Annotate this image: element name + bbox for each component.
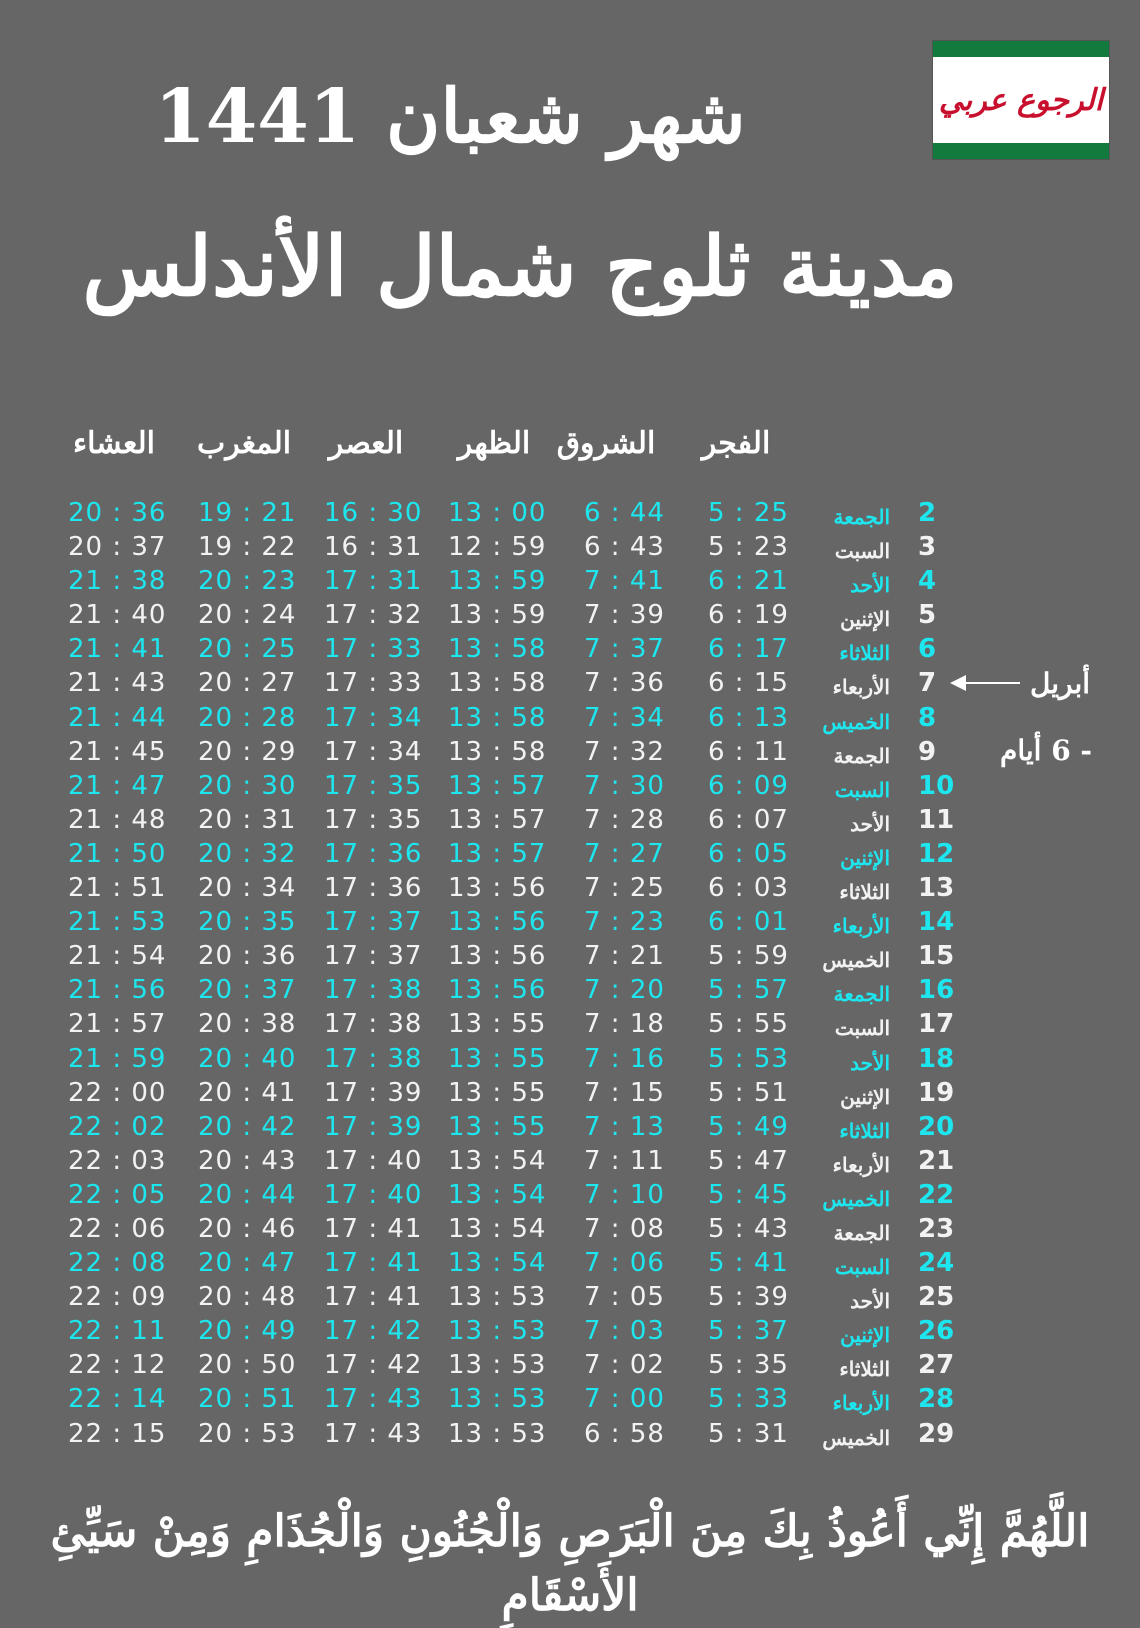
day-number-cell: 24 — [918, 1248, 955, 1279]
isha-cell: 21 : 56 — [68, 975, 167, 1006]
asr-cell: 17 : 41 — [324, 1213, 423, 1244]
maghrib-cell: 20 : 42 — [198, 1111, 297, 1142]
logo-text: الرجوع عربي — [933, 57, 1109, 143]
table-row — [0, 1348, 1140, 1382]
weekday-cell: الجمعة — [833, 982, 890, 1007]
fajr-cell: 5 : 39 — [708, 1282, 789, 1313]
isha-cell: 21 : 51 — [68, 873, 167, 904]
weekday-cell: الجمعة — [833, 1220, 890, 1245]
maghrib-cell: 20 : 43 — [198, 1145, 297, 1176]
fajr-cell: 5 : 23 — [708, 532, 789, 563]
day-number-cell: 6 — [918, 634, 937, 665]
dhuhr-cell: 13 : 58 — [448, 736, 547, 767]
day-number-cell: 29 — [918, 1418, 955, 1449]
maghrib-cell: 19 : 21 — [198, 498, 297, 528]
sunrise-cell: 7 : 37 — [584, 634, 665, 665]
fajr-cell: 5 : 49 — [708, 1111, 789, 1142]
logo-bottom-band — [933, 143, 1109, 159]
isha-cell: 21 : 38 — [68, 566, 167, 597]
day-number-cell: 2 — [918, 498, 937, 528]
fajr-cell: 6 : 15 — [708, 668, 789, 699]
maghrib-cell: 20 : 28 — [198, 702, 297, 733]
sunrise-cell: 7 : 15 — [584, 1077, 665, 1108]
weekday-cell: الأربعاء — [832, 1152, 890, 1177]
weekday-cell: الإثنين — [840, 607, 890, 632]
day-number-cell: 25 — [918, 1282, 955, 1313]
weekday-cell: السبت — [834, 777, 890, 802]
dhuhr-cell: 13 : 58 — [448, 702, 547, 733]
day-number-cell: 8 — [918, 702, 937, 733]
maghrib-cell: 20 : 46 — [198, 1213, 297, 1244]
table-row — [0, 564, 1140, 598]
maghrib-cell: 20 : 44 — [198, 1179, 297, 1210]
sunrise-cell: 7 : 23 — [584, 907, 665, 938]
table-row — [0, 1417, 1140, 1451]
prayer-times-table — [0, 496, 1140, 1451]
day-number-cell: 10 — [918, 770, 955, 801]
sunrise-cell: 7 : 02 — [584, 1350, 665, 1381]
table-row — [0, 1110, 1140, 1144]
fajr-cell: 5 : 41 — [708, 1248, 789, 1279]
isha-cell: 21 : 50 — [68, 838, 167, 869]
weekday-cell: الأحد — [850, 811, 890, 836]
table-row — [0, 769, 1140, 803]
asr-cell: 17 : 37 — [324, 941, 423, 972]
isha-cell: 22 : 05 — [68, 1179, 167, 1210]
fajr-cell: 6 : 19 — [708, 600, 789, 631]
isha-cell: 21 : 40 — [68, 600, 167, 631]
day-number-cell: 5 — [918, 600, 937, 631]
sunrise-cell: 7 : 21 — [584, 941, 665, 972]
fajr-cell: 5 : 43 — [708, 1213, 789, 1244]
dhuhr-cell: 13 : 56 — [448, 907, 547, 938]
isha-cell: 22 : 11 — [68, 1316, 167, 1347]
maghrib-cell: 20 : 32 — [198, 838, 297, 869]
isha-cell: 22 : 02 — [68, 1111, 167, 1142]
asr-cell: 17 : 35 — [324, 804, 423, 835]
sunrise-cell: 7 : 06 — [584, 1248, 665, 1279]
weekday-cell: الأربعاء — [832, 1391, 890, 1416]
note-month: أبريل — [1030, 667, 1091, 700]
isha-cell: 21 : 54 — [68, 941, 167, 972]
maghrib-cell: 20 : 51 — [198, 1384, 297, 1415]
sunrise-cell: 7 : 32 — [584, 736, 665, 767]
sunrise-cell: 7 : 39 — [584, 600, 665, 631]
dhuhr-cell: 13 : 56 — [448, 873, 547, 904]
sunrise-cell: 7 : 03 — [584, 1316, 665, 1347]
maghrib-cell: 20 : 41 — [198, 1077, 297, 1108]
weekday-cell: الجمعة — [833, 743, 890, 768]
dhuhr-cell: 13 : 55 — [448, 1077, 547, 1108]
day-number-cell: 22 — [918, 1179, 955, 1210]
table-row — [0, 1246, 1140, 1280]
logo — [932, 40, 1110, 160]
fajr-cell: 5 : 59 — [708, 941, 789, 972]
asr-cell: 17 : 40 — [324, 1145, 423, 1176]
asr-cell: 17 : 33 — [324, 634, 423, 665]
table-row — [0, 701, 1140, 735]
table-row — [0, 1042, 1140, 1076]
table-row — [0, 973, 1140, 1007]
weekday-cell: الثلاثاء — [839, 1118, 890, 1143]
dhuhr-cell: 13 : 53 — [448, 1418, 547, 1449]
fajr-cell: 5 : 53 — [708, 1043, 789, 1074]
asr-cell: 17 : 31 — [324, 566, 423, 597]
dhuhr-cell: 13 : 53 — [448, 1350, 547, 1381]
table-row — [0, 1212, 1140, 1246]
note-offset: - 6 أيام — [1000, 734, 1093, 767]
dhuhr-cell: 13 : 54 — [448, 1248, 547, 1279]
asr-cell: 17 : 38 — [324, 1009, 423, 1040]
dhuhr-cell: 13 : 58 — [448, 634, 547, 665]
asr-cell: 16 : 31 — [324, 532, 423, 563]
isha-cell: 21 : 45 — [68, 736, 167, 767]
dhuhr-cell: 13 : 57 — [448, 804, 547, 835]
page-subtitle: مدينة ثلوج شمال الأندلس — [82, 219, 958, 315]
dhuhr-cell: 13 : 55 — [448, 1043, 547, 1074]
day-number-cell: 14 — [918, 907, 955, 938]
sunrise-cell: 7 : 27 — [584, 838, 665, 869]
header-maghrib: المغرب — [196, 426, 292, 461]
day-number-cell: 3 — [918, 532, 937, 563]
header-dhuhr: الظهر — [457, 426, 531, 461]
asr-cell: 17 : 43 — [324, 1384, 423, 1415]
maghrib-cell: 20 : 31 — [198, 804, 297, 835]
sunrise-cell: 7 : 08 — [584, 1213, 665, 1244]
day-number-cell: 15 — [918, 941, 955, 972]
sunrise-cell: 7 : 30 — [584, 770, 665, 801]
dhuhr-cell: 13 : 59 — [448, 566, 547, 597]
dhuhr-cell: 13 : 53 — [448, 1316, 547, 1347]
sunrise-cell: 6 : 43 — [584, 532, 665, 563]
fajr-cell: 6 : 11 — [708, 736, 789, 767]
maghrib-cell: 19 : 22 — [198, 532, 297, 563]
asr-cell: 17 : 38 — [324, 1043, 423, 1074]
asr-cell: 17 : 32 — [324, 600, 423, 631]
isha-cell: 21 : 43 — [68, 668, 167, 699]
weekday-cell: السبت — [834, 1016, 890, 1041]
asr-cell: 17 : 42 — [324, 1350, 423, 1381]
sunrise-cell: 7 : 13 — [584, 1111, 665, 1142]
day-number-cell: 23 — [918, 1213, 955, 1244]
weekday-cell: الجمعة — [833, 505, 890, 529]
sunrise-cell: 7 : 20 — [584, 975, 665, 1006]
maghrib-cell: 20 : 40 — [198, 1043, 297, 1074]
sunrise-cell: 6 : 44 — [584, 498, 665, 528]
asr-cell: 17 : 42 — [324, 1316, 423, 1347]
day-number-cell: 26 — [918, 1316, 955, 1347]
dhuhr-cell: 13 : 54 — [448, 1145, 547, 1176]
maghrib-cell: 20 : 30 — [198, 770, 297, 801]
isha-cell: 21 : 48 — [68, 804, 167, 835]
isha-cell: 21 : 41 — [68, 634, 167, 665]
maghrib-cell: 20 : 24 — [198, 600, 297, 631]
weekday-cell: الخميس — [822, 1425, 890, 1450]
dhuhr-cell: 13 : 58 — [448, 668, 547, 699]
arrow-left-icon — [950, 672, 1022, 694]
isha-cell: 22 : 09 — [68, 1282, 167, 1313]
fajr-cell: 6 : 17 — [708, 634, 789, 665]
maghrib-cell: 20 : 48 — [198, 1282, 297, 1313]
day-number-cell: 12 — [918, 838, 955, 869]
isha-cell: 20 : 36 — [68, 498, 167, 528]
asr-cell: 17 : 41 — [324, 1248, 423, 1279]
table-row — [0, 905, 1140, 939]
day-number-cell: 17 — [918, 1009, 955, 1040]
dhuhr-cell: 13 : 54 — [448, 1179, 547, 1210]
table-row — [0, 1178, 1140, 1212]
day-number-cell: 21 — [918, 1145, 955, 1176]
dhuhr-cell: 13 : 56 — [448, 975, 547, 1006]
asr-cell: 17 : 40 — [324, 1179, 423, 1210]
weekday-cell: الإثنين — [840, 1323, 890, 1348]
maghrib-cell: 20 : 29 — [198, 736, 297, 767]
maghrib-cell: 20 : 53 — [198, 1418, 297, 1449]
maghrib-cell: 20 : 49 — [198, 1316, 297, 1347]
weekday-cell: الخميس — [822, 709, 890, 734]
asr-cell: 17 : 36 — [324, 873, 423, 904]
maghrib-cell: 20 : 25 — [198, 634, 297, 665]
day-number-cell: 27 — [918, 1350, 955, 1381]
maghrib-cell: 20 : 50 — [198, 1350, 297, 1381]
fajr-cell: 5 : 45 — [708, 1179, 789, 1210]
isha-cell: 22 : 14 — [68, 1384, 167, 1415]
sunrise-cell: 7 : 05 — [584, 1282, 665, 1313]
header-asr: العصر — [328, 426, 404, 461]
fajr-cell: 6 : 21 — [708, 566, 789, 597]
weekday-cell: الإثنين — [840, 1084, 890, 1109]
maghrib-cell: 20 : 47 — [198, 1248, 297, 1279]
weekday-cell: الأربعاء — [832, 914, 890, 939]
day-number-cell: 20 — [918, 1111, 955, 1142]
weekday-cell: الخميس — [822, 1186, 890, 1211]
asr-cell: 17 : 43 — [324, 1418, 423, 1449]
asr-cell: 17 : 39 — [324, 1077, 423, 1108]
maghrib-cell: 20 : 35 — [198, 907, 297, 938]
day-number-cell: 11 — [918, 804, 955, 835]
asr-cell: 17 : 41 — [324, 1282, 423, 1313]
day-number-cell: 13 — [918, 873, 955, 904]
weekday-cell: الأحد — [850, 1050, 890, 1075]
asr-cell: 17 : 39 — [324, 1111, 423, 1142]
fajr-cell: 5 : 37 — [708, 1316, 789, 1347]
weekday-cell: الثلاثاء — [839, 1357, 890, 1382]
dua-text: اللَّهُمَّ إِنِّي أَعُوذُ بِكَ مِنَ الْبَرَصِ وَالْجُنُونِ وَالْجُذَامِ وَمِنْ سَيِّئِ الأَسْقَامِ — [50, 1506, 1090, 1621]
fajr-cell: 5 : 33 — [708, 1384, 789, 1415]
table-row — [0, 1382, 1140, 1416]
dhuhr-cell: 13 : 53 — [448, 1282, 547, 1313]
asr-cell: 17 : 34 — [324, 736, 423, 767]
dhuhr-cell: 13 : 55 — [448, 1009, 547, 1040]
dhuhr-cell: 13 : 53 — [448, 1384, 547, 1415]
table-row — [0, 1007, 1140, 1041]
weekday-cell: الإثنين — [840, 845, 890, 870]
header-isha: العشاء — [73, 426, 155, 461]
asr-cell: 17 : 34 — [324, 702, 423, 733]
weekday-cell: الخميس — [822, 948, 890, 973]
day-number-cell: 9 — [918, 736, 937, 767]
isha-cell: 21 : 57 — [68, 1009, 167, 1040]
asr-cell: 16 : 30 — [324, 498, 423, 528]
maghrib-cell: 20 : 23 — [198, 566, 297, 597]
dhuhr-cell: 13 : 56 — [448, 941, 547, 972]
day-number-cell: 19 — [918, 1077, 955, 1108]
fajr-cell: 6 : 05 — [708, 838, 789, 869]
table-row — [0, 530, 1140, 564]
isha-cell: 22 : 03 — [68, 1145, 167, 1176]
header-sunrise: الشروق — [556, 426, 656, 461]
sunrise-cell: 6 : 58 — [584, 1418, 665, 1449]
page-title: شهر شعبان 1441 — [154, 74, 746, 160]
dhuhr-cell: 13 : 57 — [448, 838, 547, 869]
isha-cell: 21 : 44 — [68, 702, 167, 733]
sunrise-cell: 7 : 10 — [584, 1179, 665, 1210]
day-number-cell: 16 — [918, 975, 955, 1006]
weekday-cell: الأربعاء — [832, 675, 890, 700]
dhuhr-cell: 13 : 00 — [448, 498, 547, 528]
fajr-cell: 5 : 57 — [708, 975, 789, 1006]
day-number-cell: 18 — [918, 1043, 955, 1074]
maghrib-cell: 20 : 27 — [198, 668, 297, 699]
fajr-cell: 5 : 25 — [708, 498, 789, 528]
fajr-cell: 6 : 07 — [708, 804, 789, 835]
sunrise-cell: 7 : 41 — [584, 566, 665, 597]
dhuhr-cell: 13 : 59 — [448, 600, 547, 631]
maghrib-cell: 20 : 37 — [198, 975, 297, 1006]
weekday-cell: الأحد — [850, 573, 890, 598]
table-row — [0, 1280, 1140, 1314]
fajr-cell: 5 : 35 — [708, 1350, 789, 1381]
dhuhr-cell: 12 : 59 — [448, 532, 547, 563]
sunrise-cell: 7 : 34 — [584, 702, 665, 733]
day-number-cell: 28 — [918, 1384, 955, 1415]
dhuhr-cell: 13 : 55 — [448, 1111, 547, 1142]
weekday-cell: الأحد — [850, 1289, 890, 1314]
fajr-cell: 5 : 31 — [708, 1418, 789, 1449]
sunrise-cell: 7 : 36 — [584, 668, 665, 699]
fajr-cell: 6 : 03 — [708, 873, 789, 904]
isha-cell: 22 : 06 — [68, 1213, 167, 1244]
fajr-cell: 5 : 47 — [708, 1145, 789, 1176]
table-row — [0, 837, 1140, 871]
header-fajr: الفجر — [701, 426, 771, 461]
fajr-cell: 5 : 55 — [708, 1009, 789, 1040]
fajr-cell: 6 : 09 — [708, 770, 789, 801]
table-row — [0, 939, 1140, 973]
asr-cell: 17 : 36 — [324, 838, 423, 869]
isha-cell: 22 : 15 — [68, 1418, 167, 1449]
asr-cell: 17 : 35 — [324, 770, 423, 801]
asr-cell: 17 : 33 — [324, 668, 423, 699]
table-row — [0, 1144, 1140, 1178]
sunrise-cell: 7 : 25 — [584, 873, 665, 904]
day-number-cell: 4 — [918, 566, 937, 597]
table-row — [0, 735, 1140, 769]
weekday-cell: السبت — [834, 1255, 890, 1280]
weekday-cell: الثلاثاء — [839, 880, 890, 905]
isha-cell: 21 : 59 — [68, 1043, 167, 1074]
fajr-cell: 6 : 13 — [708, 702, 789, 733]
table-row — [0, 1076, 1140, 1110]
sunrise-cell: 7 : 18 — [584, 1009, 665, 1040]
dhuhr-cell: 13 : 57 — [448, 770, 547, 801]
sunrise-cell: 7 : 00 — [584, 1384, 665, 1415]
fajr-cell: 5 : 51 — [708, 1077, 789, 1108]
asr-cell: 17 : 37 — [324, 907, 423, 938]
sunrise-cell: 7 : 16 — [584, 1043, 665, 1074]
dhuhr-cell: 13 : 54 — [448, 1213, 547, 1244]
weekday-cell: الثلاثاء — [839, 641, 890, 666]
sunrise-cell: 7 : 11 — [584, 1145, 665, 1176]
table-row — [0, 632, 1140, 666]
maghrib-cell: 20 : 36 — [198, 941, 297, 972]
isha-cell: 21 : 53 — [68, 907, 167, 938]
day-number-cell: 7 — [918, 668, 937, 699]
isha-cell: 21 : 47 — [68, 770, 167, 801]
fajr-cell: 6 : 01 — [708, 907, 789, 938]
maghrib-cell: 20 : 38 — [198, 1009, 297, 1040]
table-row — [0, 871, 1140, 905]
weekday-cell: السبت — [834, 539, 890, 564]
table-row — [0, 496, 1140, 530]
logo-top-band — [933, 41, 1109, 57]
table-row — [0, 803, 1140, 837]
asr-cell: 17 : 38 — [324, 975, 423, 1006]
isha-cell: 22 : 00 — [68, 1077, 167, 1108]
isha-cell: 22 : 08 — [68, 1248, 167, 1279]
sunrise-cell: 7 : 28 — [584, 804, 665, 835]
isha-cell: 20 : 37 — [68, 532, 167, 563]
maghrib-cell: 20 : 34 — [198, 873, 297, 904]
table-row — [0, 1314, 1140, 1348]
table-row — [0, 598, 1140, 632]
isha-cell: 22 : 12 — [68, 1350, 167, 1381]
